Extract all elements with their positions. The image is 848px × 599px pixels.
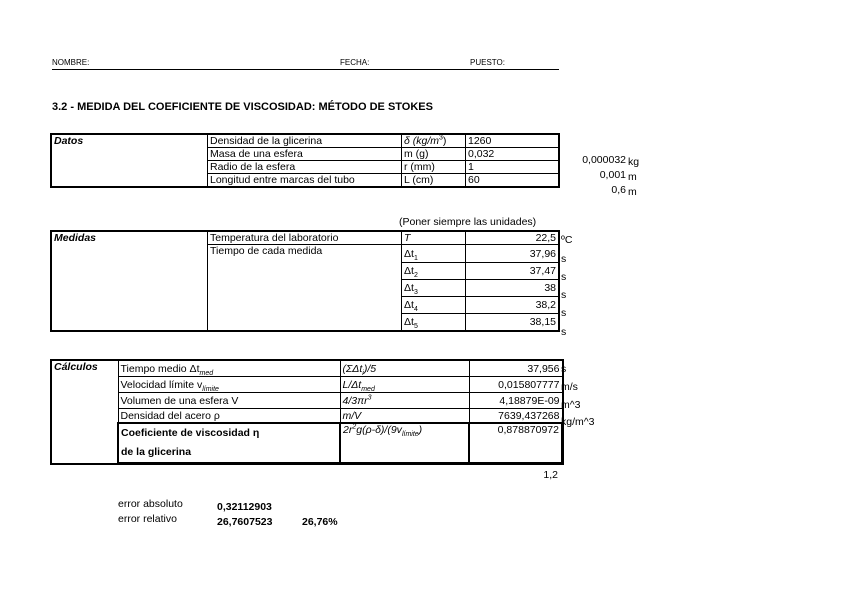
units-note: (Poner siempre las unidades)	[399, 216, 537, 228]
time-val-3: 38	[466, 280, 559, 297]
calc-name-3: Densidad del acero ρ	[118, 409, 340, 424]
time-sym-3: $\Delta t_3$	[402, 280, 466, 297]
time-sym-5: $\Delta t_5$	[402, 314, 466, 331]
coef-val: 0,878870972	[469, 423, 562, 463]
time-val-1: 37,96	[466, 245, 559, 263]
nombre-label: NOMBRE:	[52, 58, 90, 67]
time-sym-1: $\Delta t_1$	[402, 245, 466, 263]
length-unit: m	[628, 186, 637, 198]
calc-formula-2: $4/3\pi r^3$	[340, 393, 469, 409]
temp-val: 22,5	[466, 232, 559, 245]
datos-sym-2: r (mm)	[402, 161, 466, 174]
time-val-5: 38,15	[466, 314, 559, 331]
page-title: 3.2 - MEDIDA DEL COEFICIENTE DE VISCOSIDAD: MÉTODO DE STOKES	[52, 101, 433, 113]
datos-table	[51, 134, 559, 187]
mass-kg: 0,000032	[582, 154, 626, 166]
radius-unit: m	[628, 171, 637, 183]
time-unit-2: s	[561, 271, 567, 283]
error-abs-value: 0,32112903	[217, 501, 272, 513]
tiempo-label: Tiempo de cada medida	[208, 245, 402, 331]
calc-val-1: 0,015807777	[469, 377, 562, 393]
mass-unit: kg	[628, 156, 640, 168]
datos-name-2: Radio de la esfera	[208, 161, 402, 174]
header-underline	[52, 69, 559, 70]
calc-formula-1: $L/\Delta t_{med}$	[340, 377, 469, 393]
calculos-label: Cálculos	[52, 361, 119, 464]
medidas-label: Medidas	[52, 232, 208, 331]
calc-unit-2: m^3	[561, 399, 581, 411]
calc-val-2: 4,18879E-09	[469, 393, 562, 409]
time-unit-3: s	[561, 289, 567, 301]
calc-unit-3: kg/m^3	[561, 416, 595, 428]
datos-val-1: 0,032	[466, 148, 559, 161]
calculos-table	[51, 360, 563, 464]
calc-name-1: Velocidad límite $v_{límite}$	[118, 377, 340, 393]
datos-val-2: 1	[466, 161, 559, 174]
error-rel-label: error relativo	[118, 513, 177, 525]
datos-sym-0: δ $(kg/m^3)$	[402, 135, 466, 148]
temp-unit: ºC	[561, 234, 573, 246]
length-m: 0,6	[611, 184, 626, 196]
temp-name: Temperatura del laboratorio	[208, 232, 402, 245]
calc-formula-3: m/V	[340, 409, 469, 424]
fecha-label: FECHA:	[340, 58, 370, 67]
error-rel-percent: 26,76%	[302, 516, 338, 528]
calc-formula-0: (ΣΔt$_i$)/5	[340, 361, 469, 377]
coef-name: Coeficiente de viscosidad η de la glicerina	[118, 423, 340, 463]
time-sym-4: $\Delta t_4$	[402, 297, 466, 314]
time-unit-1: s	[561, 253, 567, 265]
error-abs-label: error absoluto	[118, 498, 183, 510]
calc-unit-0: s	[561, 363, 567, 375]
datos-sym-3: L (cm)	[402, 174, 466, 187]
time-val-2: 37,47	[466, 263, 559, 280]
time-unit-4: s	[561, 307, 567, 319]
datos-val-3: 60	[466, 174, 559, 187]
time-unit-5: s	[561, 326, 567, 338]
datos-val-0: 1260	[466, 135, 559, 148]
calc-name-2: Volumen de una esfera V	[118, 393, 340, 409]
time-sym-2: $\Delta t_2$	[402, 263, 466, 280]
datos-name-0: Densidad de la glicerina	[208, 135, 402, 148]
datos-name-3: Longitud entre marcas del tubo	[208, 174, 402, 187]
temp-sym: T	[402, 232, 466, 245]
calc-val-3: 7639,437268	[469, 409, 562, 424]
datos-name-1: Masa de una esfera	[208, 148, 402, 161]
radius-m: 0,001	[599, 169, 626, 181]
calc-unit-1: m/s	[561, 381, 578, 393]
datos-label: Datos	[52, 135, 208, 187]
below-value: 1,2	[543, 469, 558, 481]
calc-name-0: Tiempo medio $\Delta t_{med}$	[118, 361, 340, 377]
calc-val-0: 37,956	[469, 361, 562, 377]
datos-sym-1: m (g)	[402, 148, 466, 161]
time-val-4: 38,2	[466, 297, 559, 314]
error-rel-value: 26,7607523	[217, 516, 273, 528]
coef-formula: $2r^2g(\rho-\delta)/(9v_{límite})$	[340, 423, 469, 463]
puesto-label: PUESTO:	[470, 58, 505, 67]
medidas-table	[51, 231, 559, 331]
